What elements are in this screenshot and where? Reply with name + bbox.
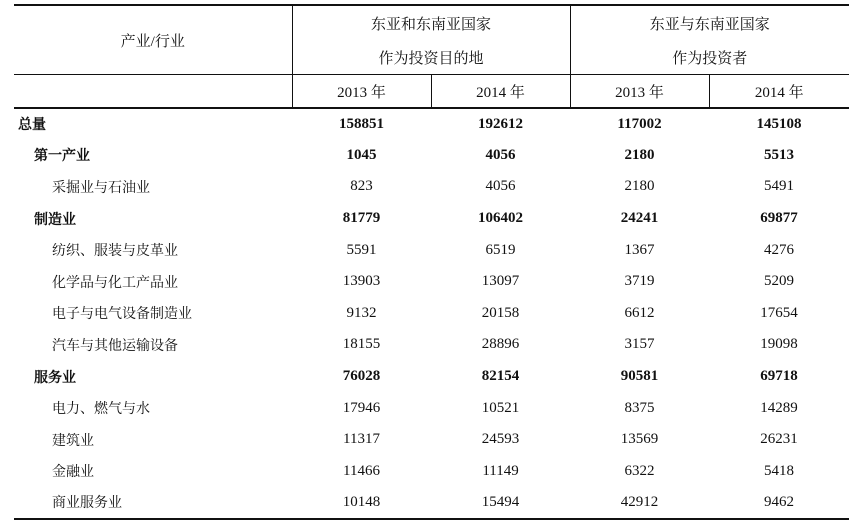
value-cell: 10148 <box>292 487 431 519</box>
value-cell: 4056 <box>485 146 516 163</box>
table-row <box>14 266 849 298</box>
value-cell: 2180 <box>624 146 655 163</box>
table-row <box>14 171 849 203</box>
value-cell: 24241 <box>620 210 659 227</box>
value-cell: 14289 <box>760 399 798 416</box>
table-body <box>14 108 849 519</box>
row-label: 汽车与其他运输设备 <box>52 337 178 354</box>
value-cell: 90581 <box>620 368 659 385</box>
row-label: 商业服务业 <box>14 487 292 519</box>
year-header: 2014 年 <box>431 75 570 109</box>
row-label: 总量 <box>18 117 46 134</box>
row-label: 采掘业与石油业 <box>52 179 150 196</box>
value-cell: 4056 <box>485 178 516 195</box>
table-row <box>14 329 849 361</box>
table-row <box>14 487 849 519</box>
fdi-industry-table <box>14 4 849 520</box>
value-cell: 18155 <box>342 336 381 353</box>
table-row <box>14 234 849 266</box>
value-cell: 823 <box>350 178 373 195</box>
value-cell: 17654 <box>760 304 798 321</box>
value-cell: 5209 <box>764 273 795 290</box>
value-cell: 5591 <box>346 241 377 258</box>
table-row <box>14 203 849 235</box>
value-cell: 69718 <box>760 368 798 385</box>
row-label: 纺织、服装与皮革业 <box>52 243 178 260</box>
table-row <box>14 108 849 140</box>
value-cell: 1367 <box>624 241 655 258</box>
value-cell: 6519 <box>485 241 516 258</box>
table-row <box>14 424 849 456</box>
value-cell: 13569 <box>620 431 659 448</box>
value-cell: 4276 <box>764 241 795 258</box>
value-cell: 26231 <box>760 431 798 448</box>
value-cell: 9462 <box>709 487 849 519</box>
value-cell: 17946 <box>342 399 381 416</box>
row-label: 电子与电气设备制造业 <box>52 306 192 323</box>
value-cell: 76028 <box>342 368 381 385</box>
value-cell: 1045 <box>346 146 377 163</box>
value-cell: 15494 <box>431 487 570 519</box>
table-row <box>14 298 849 330</box>
value-cell: 24593 <box>481 431 520 448</box>
value-cell: 13903 <box>342 273 381 290</box>
value-cell: 42912 <box>570 487 709 519</box>
value-cell: 11317 <box>343 431 380 448</box>
value-cell: 3719 <box>624 273 655 290</box>
value-cell: 158851 <box>339 115 384 132</box>
value-cell: 2180 <box>624 178 655 195</box>
year-header: 2013 年 <box>570 75 709 109</box>
stub-header: 产业/行业 <box>14 5 292 75</box>
year-header: 2013 年 <box>292 75 431 109</box>
row-label: 金融业 <box>52 464 94 481</box>
group-header-investor-line1: 东亚与东南亚国家 <box>570 5 849 40</box>
value-cell: 9132 <box>346 304 377 321</box>
value-cell: 81779 <box>342 210 381 227</box>
value-cell: 11149 <box>482 462 519 479</box>
table-row <box>14 361 849 393</box>
row-label: 制造业 <box>34 211 76 228</box>
value-cell: 10521 <box>481 399 520 416</box>
value-cell: 106402 <box>478 210 523 227</box>
value-cell: 8375 <box>624 399 655 416</box>
value-cell: 28896 <box>481 336 520 353</box>
value-cell: 19098 <box>760 336 798 353</box>
stub-header-spacer <box>14 75 292 109</box>
group-header-investor-line2: 作为投资者 <box>672 50 748 67</box>
value-cell: 145108 <box>756 115 802 132</box>
value-cell: 82154 <box>481 368 520 385</box>
value-cell: 117002 <box>617 115 662 132</box>
table-row <box>14 140 849 172</box>
group-header-destination-line2: 作为投资目的地 <box>292 40 570 75</box>
value-cell: 5418 <box>764 462 795 479</box>
year-header: 2014 年 <box>709 75 849 109</box>
group-header-destination-line1: 东亚和东南亚国家 <box>292 5 570 40</box>
row-label: 电力、燃气与水 <box>52 401 150 418</box>
value-cell: 6322 <box>624 462 655 479</box>
row-label: 服务业 <box>34 369 76 386</box>
value-cell: 20158 <box>481 304 520 321</box>
row-label: 建筑业 <box>52 432 94 449</box>
row-label: 第一产业 <box>34 148 90 165</box>
table-row <box>14 392 849 424</box>
row-label: 化学品与化工产品业 <box>52 274 178 291</box>
value-cell: 192612 <box>478 115 523 132</box>
value-cell: 3157 <box>624 336 655 353</box>
value-cell: 6612 <box>624 304 655 321</box>
value-cell: 5491 <box>764 178 795 195</box>
table-row <box>14 456 849 488</box>
value-cell: 5513 <box>764 146 795 163</box>
value-cell: 69877 <box>760 210 798 227</box>
value-cell: 13097 <box>481 273 520 290</box>
value-cell: 11466 <box>343 462 380 479</box>
